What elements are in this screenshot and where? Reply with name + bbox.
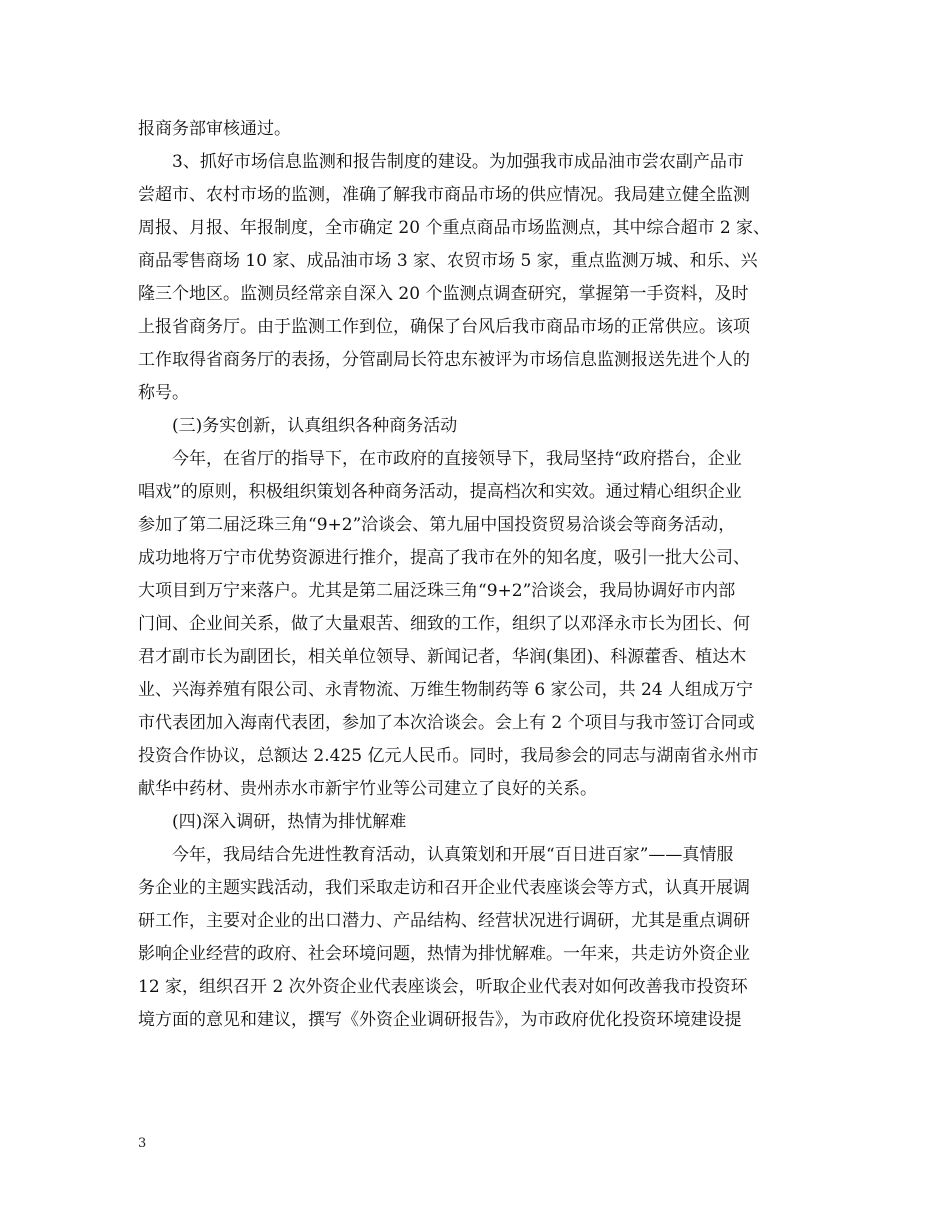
text-line: 工作取得省商务厅的表扬，分管副局长符忠东被评为市场信息监测报送先进个人的 (138, 350, 750, 370)
text-line: 隆三个地区。监测员经常亲自深入 20 个监测点调查研究，掌握第一手资料，及时 (138, 284, 749, 304)
text-line: 12 家，组织召开 2 次外资企业代表座谈会，听取企业代表对如何改善我市投资环 (138, 977, 748, 997)
text-line: 献华中药材、贵州赤水市新宇竹业等公司建立了良好的关系。 (138, 779, 597, 799)
text-line: 报商务部审核通过。 (138, 119, 291, 139)
text-line: 唱戏”的原则，积极组织策划各种商务活动，提高档次和实效。通过精心组织企业 (138, 482, 742, 502)
text-line: 3、抓好市场信息监测和报告制度的建设。为加强我市成品油市尝农副产品市 (172, 152, 744, 172)
text-line: 研工作，主要对企业的出口潜力、产品结构、经营状况进行调研，尤其是重点调研 (138, 911, 750, 931)
text-line: 今年，我局结合先进性教育活动，认真策划和开展“百日进百家”——真情服 (172, 845, 734, 865)
text-line: 境方面的意见和建议，撰写《外资企业调研报告》，为市政府优化投资环境建设提 (138, 1010, 742, 1030)
text-line: 成功地将万宁市优势资源进行推介，提高了我市在外的知名度，吸引一批大公司、 (138, 548, 750, 568)
text-line: 投资合作协议，总额达 2.425 亿元人民币。同时，我局参会的同志与湖南省永州市 (138, 746, 759, 766)
text-line: 尝超市、农村市场的监测，准确了解我市商品市场的供应情况。我局建立健全监测 (138, 185, 750, 205)
text-line: 业、兴海养殖有限公司、永青物流、万维生物制药等 6 家公司，共 24 人组成万宁 (138, 680, 754, 700)
text-line: 称号。 (138, 383, 189, 403)
text-line: 参加了第二届泛珠三角“9+2”洽谈会、第九届中国投资贸易洽谈会等商务活动， (138, 515, 736, 535)
text-line: 大项目到万宁来落户。尤其是第二届泛珠三角“9+2”洽谈会，我局协调好市内部 (138, 581, 736, 601)
text-line: 今年，在省厅的指导下，在市政府的直接领导下，我局坚持“政府搭台，企业 (172, 449, 742, 469)
text-line: 君才副市长为副团长，相关单位领导、新闻记者，华润(集团)、科源藿香、植达木 (138, 647, 747, 667)
text-line: 周报、月报、年报制度，全市确定 20 个重点商品市场监测点，其中综合超市 2 家、 (138, 218, 771, 238)
section-heading: (三)务实创新，认真组织各种商务活动 (172, 416, 458, 436)
section-heading: (四)深入调研，热情为排忧解难 (172, 812, 407, 832)
text-line: 影响企业经营的政府、社会环境问题，热情为排忧解难。一年来，共走访外资企业 (138, 944, 750, 964)
page-number: 3 (138, 1136, 147, 1151)
text-line: 市代表团加入海南代表团，参加了本次洽谈会。会上有 2 个项目与我市签订合同或 (138, 713, 755, 733)
text-line: 上报省商务厅。由于监测工作到位，确保了台风后我市商品市场的正常供应。该项 (138, 317, 750, 337)
text-line: 务企业的主题实践活动，我们采取走访和召开企业代表座谈会等方式，认真开展调 (138, 878, 750, 898)
text-line: 门间、企业间关系，做了大量艰苦、细致的工作，组织了以邓泽永市长为团长、何 (138, 614, 750, 634)
text-line: 商品零售商场 10 家、成品油市场 3 家、农贸市场 5 家，重点监测万城、和乐、兴 (138, 251, 758, 271)
